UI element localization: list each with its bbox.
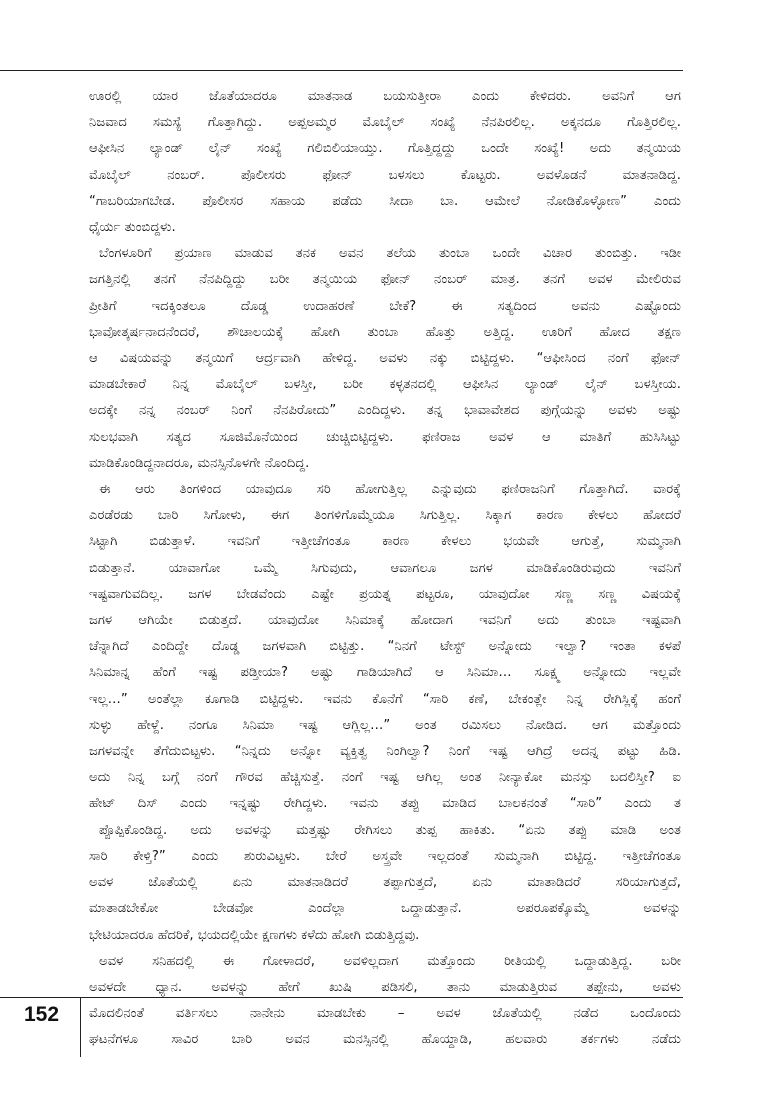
text-line: ಹೇಟ್ ದಿಸ್ ಎಂದು ಇನ್ನಷ್ಟು ರೇಗಿದ್ದಳು. ಇವನು ತಪ್ಪು ಮಾಡಿದ ಬಾಲಕನಂತೆ “ಸಾರಿ” ಎಂದು ತ xyxy=(89,796,681,812)
text-line: ಅವಳ ಸನಿಹದಲ್ಲಿ ಈ ಗೋಳಾದರೆ, ಅವಳಿಲ್ಲದಾಗ ಮತ್ತೊಂದು ರೀತಿಯಲ್ಲಿ ಒದ್ದಾಡುತ್ತಿದ್ದ. ಬರೀ xyxy=(99,953,681,969)
text-line: ಚೆನ್ನಾಗಿದೆ ಎಂದಿದ್ದೇ ದೊಡ್ಡ ಜಗಳವಾಗಿ ಬಿಟ್ಟಿತ್ತು. “ನಿನಗೆ ಟೇಸ್ಟ್ ಅನ್ನೋದು ಇಲ್ವಾ? ಇಂತಾ ಕಳಪೆ xyxy=(89,639,681,655)
text-line: ಮಾತಾಡಬೇಕೋ ಬೇಡವೋ ಎಂದೆಲ್ಲಾ ಒದ್ದಾಡುತ್ತಾನೆ. ಅಪರೂಪಕ್ಕೊಮ್ಮೆ ಅವಳನ್ನು xyxy=(89,901,681,917)
text-line: ಮಾಡಬೇಕಾರೆ ನಿನ್ನ ಮೊಬೈಲ್ ಬಳಸ್ತೀ, ಬರೀ ಕಳ್ಳತನದಲ್ಲಿ ಆಫೀಸಿನ ಲ್ಯಾಂಡ್ ಲೈನ್ ಬಳಸ್ತೀಯ. xyxy=(89,377,681,393)
text-line: ಬೆಂಗಳೂರಿಗೆ ಪ್ರಯಾಣ ಮಾಡುವ ತನಕ ಅವನ ತಲೆಯ ತುಂಬಾ ಒಂದೇ ವಿಚಾರ ತುಂಬಿತ್ತು. ಇಡೀ xyxy=(99,246,681,262)
text-line: ಬಿಡುತ್ತಾನೆ. ಯಾವಾಗೋ ಒಮ್ಮೆ ಸಿಗುವುದು, ಆವಾಗಲೂ ಜಗಳ ಮಾಡಿಕೊಂಡಿರುವುದು ಇವನಿಗೆ xyxy=(89,560,681,576)
text-line: ಧೈರ್ಯ ತುಂಬಿದ್ದಳು. xyxy=(89,220,176,236)
text-line: ಮೊಬೈಲ್ ನಂಬರ್. ಪೊಲೀಸರು ಫೋನ್ ಬಳಸಲು ಕೊಟ್ಟರು. ಅವಳೊಡನೆ ಮಾತನಾಡಿದ್ದ. xyxy=(89,167,681,183)
footer-divider xyxy=(80,997,81,1057)
text-line: ಅವಳದೇ ಧ್ಯಾನ. ಅವಳನ್ನು ಹೇಗೆ ಖುಷಿ ಪಡಿಸಲಿ, ತಾನು ಮಾಡುತ್ತಿರುವ ತಪ್ಪೇನು, ಅವಳು xyxy=(89,979,681,995)
text-line: ಸುಲಭವಾಗಿ ಸತ್ಯದ ಸೂಜಿಮೊನೆಯಿಂದ ಚುಚ್ಚಿಬಿಟ್ಟಿದ್ದಳು. ಫಣಿರಾಜ ಅವಳ ಆ ಮಾತಿಗೆ ಹುಸಿಸಿಟ್ಟು xyxy=(89,429,681,445)
text-line: “ಗಾಬರಿಯಾಗಬೇಡ. ಪೊಲೀಸರ ಸಹಾಯ ಪಡೆದು ಸೀದಾ ಬಾ. ಆಮೇಲೆ ನೋಡಿಕೊಳ್ಳೋಣ” ಎಂದು xyxy=(89,193,681,209)
text-line: ಸಿಟ್ಟಾಗಿ ಬಿಡುತ್ತಾಳೆ. ಇವನಿಗೆ ಇತ್ತೀಚೆಗಂತೂ ಕಾರಣ ಕೇಳಲು ಭಯವೇ ಆಗುತ್ತೆ, ಸುಮ್ಮನಾಗಿ xyxy=(89,534,681,550)
text-line: ಪ್ರೀತಿಗೆ ಇದಕ್ಕಿಂತಲೂ ದೊಡ್ಡ ಉದಾಹರಣೆ ಬೇಕೆ? ಈ ಸತ್ಯದಿಂದ ಅವನು ಎಷ್ಟೊಂದು xyxy=(89,298,681,314)
text-line: ಭಾವೋತ್ಕರ್ಷನಾದನೆಂದರೆ, ಶೌಚಾಲಯಕ್ಕೆ ಹೋಗಿ ತುಂಬಾ ಹೊತ್ತು ಅತ್ತಿದ್ದ. ಊರಿಗೆ ಹೋದ ತಕ್ಷಣ xyxy=(89,324,681,340)
text-line: ಇಲ್ಲ…” ಅಂತೆಲ್ಲಾ ಕೂಗಾಡಿ ಬಿಟ್ಟಿದ್ದಳು. ಇವನು ಕೊನೆಗೆ “ಸಾರಿ ಕಣೆ, ಬೇಕಂತ್ಲೇ ನಿನ್ನ ರೇಗಿಸ್ಲಿಕ್ಕೆ ಹಂಗೆ xyxy=(89,691,681,707)
text-line: ನಿಜವಾದ ಸಮಸ್ಯೆ ಗೊತ್ತಾಗಿದ್ದು. ಅಪ್ಪಅಮ್ಮರ ಮೊಬೈಲ್ ಸಂಖ್ಯೆ ನೆನಪಿರಲಿಲ್ಲ. ಅಕ್ಕನದೂ ಗೊತ್ತಿರಲಿಲ್ಲ. xyxy=(89,115,681,131)
header-rule xyxy=(0,70,683,71)
text-line: ಮಾಡಿಕೊಂಡಿದ್ದನಾದರೂ, ಮನಸ್ಸಿನೊಳಗೇ ನೊಂದಿದ್ದ. xyxy=(89,455,310,471)
text-line: ಸಾರಿ ಕೇಳ್ತಿ?” ಎಂದು ಶುರುವಿಟ್ಟಳು. ಬೇರೆ ಅಸ್ತ್ರವೇ ಇಲ್ಲದಂತೆ ಸುಮ್ಮನಾಗಿ ಬಿಟ್ಟಿದ್ದ. ಇತ್ತೀಚೆಗಂತೂ xyxy=(89,848,681,864)
text-line: ಎರಡೆರಡು ಬಾರಿ ಸಿಗೋಳು, ಈಗ ತಿಂಗಳಿಗೊಮ್ಮೆಯೂ ಸಿಗುತ್ತಿಲ್ಲ. ಸಿಕ್ಕಾಗ ಕಾರಣ ಕೇಳಲು ಹೋದರೆ xyxy=(89,508,681,524)
text-line: ಸುಳ್ಳು ಹೇಳ್ದೆ. ನಂಗೂ ಸಿನಿಮಾ ಇಷ್ಟ ಆಗ್ಲಿಲ್ಲ…” ಅಂತ ರಮಿಸಲು ನೋಡಿದ. ಆಗ ಮತ್ತೊಂದು xyxy=(89,717,681,733)
text-line: ಸಿನಿಮಾನ್ನ ಹೆಂಗೆ ಇಷ್ಟ ಪಡ್ತೀಯಾ? ಅಷ್ಟು ಗಾಡಿಯಾಗಿದೆ ಆ ಸಿನಿಮಾ… ಸೂಕ್ಷ್ಮ ಅನ್ನೋದು ಇಲ್ಲವೇ xyxy=(89,665,681,681)
text-line: ಭೇಟಿಯಾದರೂ ಹೆದರಿಕೆ, ಭಯದಲ್ಲಿಯೇ ಕ್ಷಣಗಳು ಕಳೆದು ಹೋಗಿ ಬಿಡುತ್ತಿದ್ದವು. xyxy=(89,927,420,943)
text-line: ಜಗಳವನ್ನೇ ತೆಗೆದುಬಿಟ್ಟಳು. “ನಿನ್ನದು ಅನ್ನೋ ವ್ಯಕ್ತಿತ್ವ ನಿಂಗಿಲ್ವಾ? ನಿಂಗೆ ಇಷ್ಟ ಆಗಿದ್ರೆ ಅದನ್ನ ಪಟ್ಟು ಹಿಡಿ. xyxy=(89,744,681,760)
text-line: ಇಷ್ಟವಾಗುವದಿಲ್ಲ. ಜಗಳ ಬೇಡವೆಂದು ಎಷ್ಟೇ ಪ್ರಯತ್ನ ಪಟ್ಟರೂ, ಯಾವುದೋ ಸಣ್ಣ ಸಣ್ಣ ವಿಷಯಕ್ಕೆ xyxy=(89,586,681,602)
paragraph xyxy=(89,84,681,241)
text-line: ಪ್ಪೊಪ್ಪಿಕೊಂಡಿದ್ದ. ಅದು ಅವಳನ್ನು ಮತ್ತಷ್ಟು ರೇಗಿಸಲು ತುಪ್ಪ ಹಾಕಿತು. “ಏನು ತಪ್ಪು ಮಾಡಿ ಅಂತ xyxy=(99,822,681,838)
text-line: ಆ ವಿಷಯವನ್ನು ತನ್ಮಯಿಗೆ ಆರ್ದ್ರವಾಗಿ ಹೇಳಿದ್ದ. ಅವಳು ನಕ್ಕು ಬಿಟ್ಟಿದ್ದಳು. “ಆಫೀಸಿಂದ ನಂಗೆ ಫೋನ್ xyxy=(89,351,681,367)
text-line: ಊರಲ್ಲಿ ಯಾರ ಜೊತೆಯಾದರೂ ಮಾತನಾಡ ಬಯಸುತ್ತೀರಾ ಎಂದು ಕೇಳಿದರು. ಅವನಿಗೆ ಆಗ xyxy=(89,89,681,104)
text-line: ಜಗತ್ತಿನಲ್ಲಿ ತನಗೆ ನೆನಪಿದ್ದಿದ್ದು ಬರೀ ತನ್ಮಯಿಯ ಫೋನ್ ನಂಬರ್ ಮಾತ್ರ. ತನಗೆ ಅವಳ ಮೇಲಿರುವ xyxy=(89,272,681,288)
text-line: ಜಗಳ ಆಗಿಯೇ ಬಿಡುತ್ತದೆ. ಯಾವುದೋ ಸಿನಿಮಾಕ್ಕೆ ಹೋದಾಗ ಇವನಿಗೆ ಅದು ತುಂಬಾ ಇಷ್ಟವಾಗಿ xyxy=(89,613,681,629)
paragraph xyxy=(89,241,681,477)
text-line: ಅದು ನಿನ್ನ ಬಗ್ಗೆ ನಂಗೆ ಗೌರವ ಹೆಚ್ಚಿಸುತ್ತೆ. ನಂಗೆ ಇಷ್ಟ ಆಗಿಲ್ಲ ಅಂತ ನೀನ್ಯಾಕೋ ಮನಸ್ಸು ಬದಲಿಸ್ತೀ? ಐ xyxy=(89,770,681,786)
text-line: ಮೊದಲಿನಂತೆ ವರ್ತಿಸಲು ನಾನೇನು ಮಾಡಬೇಕು – ಅವಳ ಜೊತೆಯಲ್ಲಿ ನಡೆದ ಒಂದೊಂದು xyxy=(89,1006,681,1022)
text-line: ಅವಳ ಜೊತೆಯಲ್ಲಿ ಏನು ಮಾತನಾಡಿದರೆ ತಪ್ಪಾಗುತ್ತದೆ, ಏನು ಮಾತಾಡಿದರೆ ಸರಿಯಾಗುತ್ತದೆ, xyxy=(89,875,681,891)
paragraph xyxy=(89,949,681,1054)
paragraph xyxy=(89,477,681,949)
page-number: 152 xyxy=(24,1003,60,1026)
body-text xyxy=(89,84,681,1054)
text-line: ಈ ಆರು ತಿಂಗಳಿಂದ ಯಾವುದೂ ಸರಿ ಹೋಗುತ್ತಿಲ್ಲ ಎನ್ನುವುದು ಫಣಿರಾಜನಿಗೆ ಗೊತ್ತಾಗಿದೆ. ವಾರಕ್ಕೆ xyxy=(99,482,681,498)
text-line: ಘಟನೆಗಳೂ ಸಾವಿರ ಬಾರಿ ಅವನ ಮನಸ್ಸಿನಲ್ಲಿ ಹೊಯ್ದಾಡಿ, ಹಲವಾರು ತರ್ಕಗಳು ನಡೆದು xyxy=(89,1032,681,1048)
footer-rule xyxy=(0,997,683,998)
text-line: ಆಫೀಸಿನ ಲ್ಯಾಂಡ್ ಲೈನ್ ಸಂಖ್ಯೆ ಗಲಿಬಿಲಿಯಾಯ್ತು. ಗೊತ್ತಿದ್ದದ್ದು ಒಂದೇ ಸಂಖ್ಯೆ! ಅದು ತನ್ಮಯಿಯ xyxy=(89,141,681,157)
text-line: ಅದಕ್ಕೇ ನನ್ನ ನಂಬರ್ ನಿಂಗೆ ನೆನಪಿರೋದು” ಎಂದಿದ್ದಳು. ತನ್ನ ಭಾವಾವೇಶದ ಪುಗ್ಗೆಯನ್ನು ಅವಳು ಅಷ್ಟು xyxy=(89,403,681,419)
